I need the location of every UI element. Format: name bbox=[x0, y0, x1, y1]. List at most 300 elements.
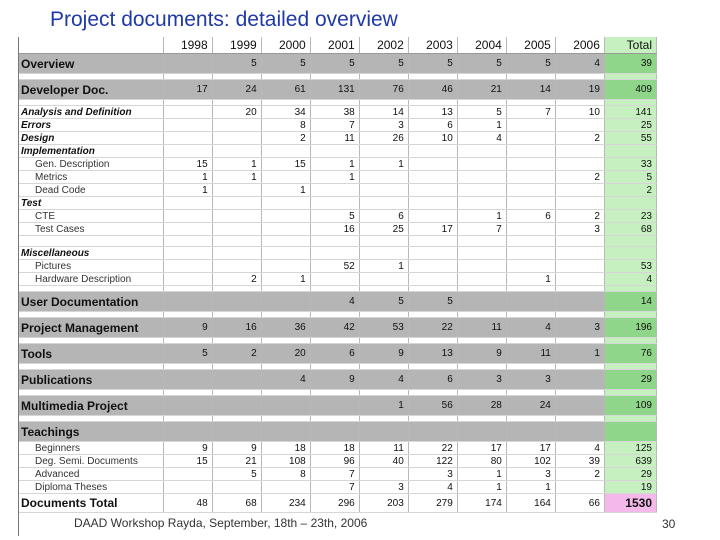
table-row bbox=[19, 481, 657, 494]
row-label: Gen. Description bbox=[19, 158, 163, 171]
value-cell: 1 bbox=[359, 158, 408, 171]
total-cell: 2 bbox=[604, 184, 656, 197]
value-cell: 5 bbox=[457, 106, 506, 119]
total-cell: 196 bbox=[604, 318, 656, 338]
value-cell bbox=[212, 422, 261, 442]
value-cell bbox=[212, 236, 261, 247]
value-cell bbox=[408, 197, 457, 210]
value-cell bbox=[408, 145, 457, 158]
value-cell: 6 bbox=[506, 210, 555, 223]
value-cell bbox=[555, 247, 604, 260]
value-cell: 1 bbox=[457, 481, 506, 494]
value-cell: 2 bbox=[212, 273, 261, 286]
value-cell bbox=[261, 145, 310, 158]
row-label: Project Management bbox=[19, 318, 163, 338]
value-cell: 20 bbox=[261, 344, 310, 364]
total-cell bbox=[604, 197, 656, 210]
row-label: User Documentation bbox=[19, 292, 163, 312]
value-cell: 66 bbox=[555, 494, 604, 513]
column-header: 2004 bbox=[457, 37, 506, 54]
value-cell: 6 bbox=[408, 119, 457, 132]
value-cell bbox=[506, 223, 555, 236]
value-cell: 1 bbox=[163, 171, 212, 184]
total-cell bbox=[604, 145, 656, 158]
total-cell: 29 bbox=[604, 370, 656, 390]
value-cell: 1 bbox=[310, 171, 359, 184]
total-cell: 141 bbox=[604, 106, 656, 119]
value-cell: 1 bbox=[457, 210, 506, 223]
value-cell: 80 bbox=[457, 455, 506, 468]
value-cell bbox=[359, 422, 408, 442]
value-cell: 39 bbox=[555, 455, 604, 468]
value-cell: 4 bbox=[555, 54, 604, 74]
table-row bbox=[19, 184, 657, 197]
value-cell: 279 bbox=[408, 494, 457, 513]
row-label: Publications bbox=[19, 370, 163, 390]
table-row bbox=[19, 80, 657, 100]
row-label: Hardware Description bbox=[19, 273, 163, 286]
value-cell: 3 bbox=[359, 119, 408, 132]
value-cell: 11 bbox=[359, 442, 408, 455]
value-cell: 6 bbox=[359, 210, 408, 223]
value-cell bbox=[261, 236, 310, 247]
value-cell bbox=[261, 292, 310, 312]
table-row bbox=[19, 396, 657, 416]
column-header: 2006 bbox=[555, 37, 604, 54]
value-cell: 8 bbox=[261, 468, 310, 481]
column-header: 2003 bbox=[408, 37, 457, 54]
value-cell bbox=[506, 158, 555, 171]
value-cell: 2 bbox=[555, 468, 604, 481]
value-cell bbox=[506, 184, 555, 197]
value-cell bbox=[212, 481, 261, 494]
value-cell bbox=[212, 260, 261, 273]
value-cell: 203 bbox=[359, 494, 408, 513]
value-cell bbox=[261, 247, 310, 260]
value-cell: 5 bbox=[408, 292, 457, 312]
value-cell: 15 bbox=[163, 455, 212, 468]
row-label: Developer Doc. bbox=[19, 80, 163, 100]
table-row bbox=[19, 223, 657, 236]
value-cell: 5 bbox=[310, 54, 359, 74]
value-cell: 7 bbox=[506, 106, 555, 119]
value-cell: 21 bbox=[212, 455, 261, 468]
value-cell: 52 bbox=[310, 260, 359, 273]
column-header: 1999 bbox=[212, 37, 261, 54]
value-cell bbox=[555, 396, 604, 416]
value-cell bbox=[506, 247, 555, 260]
value-cell: 9 bbox=[310, 370, 359, 390]
value-cell: 1 bbox=[359, 396, 408, 416]
column-header: 2001 bbox=[310, 37, 359, 54]
value-cell: 11 bbox=[310, 132, 359, 145]
value-cell: 6 bbox=[310, 344, 359, 364]
row-label: Teachings bbox=[19, 422, 163, 442]
value-cell bbox=[457, 145, 506, 158]
value-cell bbox=[555, 422, 604, 442]
column-header: Total bbox=[604, 37, 656, 54]
value-cell: 76 bbox=[359, 80, 408, 100]
value-cell bbox=[310, 236, 359, 247]
value-cell bbox=[261, 481, 310, 494]
value-cell bbox=[555, 236, 604, 247]
value-cell: 9 bbox=[359, 344, 408, 364]
value-cell: 1 bbox=[212, 171, 261, 184]
value-cell: 1 bbox=[457, 119, 506, 132]
value-cell bbox=[555, 292, 604, 312]
value-cell: 22 bbox=[408, 442, 457, 455]
value-cell: 22 bbox=[408, 318, 457, 338]
value-cell: 1 bbox=[163, 184, 212, 197]
value-cell: 5 bbox=[310, 210, 359, 223]
table-row bbox=[19, 54, 657, 74]
value-cell bbox=[408, 273, 457, 286]
value-cell bbox=[261, 210, 310, 223]
value-cell bbox=[163, 210, 212, 223]
value-cell: 5 bbox=[163, 344, 212, 364]
value-cell bbox=[555, 273, 604, 286]
footer-text: DAAD Workshop Rayda, September, 18th – 23th, 2006 bbox=[74, 516, 368, 530]
table-row bbox=[19, 442, 657, 455]
table-row bbox=[19, 145, 657, 158]
value-cell bbox=[261, 223, 310, 236]
value-cell bbox=[408, 260, 457, 273]
value-cell: 7 bbox=[310, 468, 359, 481]
total-cell: 55 bbox=[604, 132, 656, 145]
total-cell: 76 bbox=[604, 344, 656, 364]
value-cell: 26 bbox=[359, 132, 408, 145]
value-cell: 5 bbox=[506, 54, 555, 74]
value-cell bbox=[163, 247, 212, 260]
value-cell: 61 bbox=[261, 80, 310, 100]
value-cell: 2 bbox=[261, 132, 310, 145]
value-cell bbox=[457, 247, 506, 260]
row-label: Test bbox=[19, 197, 163, 210]
value-cell: 10 bbox=[408, 132, 457, 145]
value-cell bbox=[555, 145, 604, 158]
value-cell bbox=[408, 422, 457, 442]
value-cell bbox=[261, 260, 310, 273]
table-row bbox=[19, 292, 657, 312]
value-cell: 1 bbox=[261, 184, 310, 197]
total-cell: 109 bbox=[604, 396, 656, 416]
value-cell: 131 bbox=[310, 80, 359, 100]
table-row bbox=[19, 468, 657, 481]
value-cell bbox=[163, 119, 212, 132]
table-row bbox=[19, 197, 657, 210]
value-cell bbox=[310, 396, 359, 416]
value-cell: 17 bbox=[457, 442, 506, 455]
value-cell bbox=[212, 210, 261, 223]
total-cell: 14 bbox=[604, 292, 656, 312]
value-cell: 108 bbox=[261, 455, 310, 468]
value-cell bbox=[261, 171, 310, 184]
value-cell bbox=[212, 184, 261, 197]
value-cell: 6 bbox=[408, 370, 457, 390]
value-cell: 1 bbox=[457, 468, 506, 481]
row-label: Advanced bbox=[19, 468, 163, 481]
column-header: 2005 bbox=[506, 37, 555, 54]
table-row bbox=[19, 422, 657, 442]
value-cell bbox=[555, 158, 604, 171]
total-cell: 25 bbox=[604, 119, 656, 132]
value-cell bbox=[555, 197, 604, 210]
value-cell: 3 bbox=[408, 468, 457, 481]
table-row bbox=[19, 210, 657, 223]
total-cell bbox=[604, 422, 656, 442]
value-cell: 234 bbox=[261, 494, 310, 513]
slide-title: Project documents: detailed overview bbox=[50, 8, 398, 31]
value-cell bbox=[457, 158, 506, 171]
value-cell bbox=[163, 132, 212, 145]
value-cell bbox=[555, 119, 604, 132]
column-header: 1998 bbox=[163, 37, 212, 54]
value-cell: 1 bbox=[359, 260, 408, 273]
value-cell: 5 bbox=[457, 54, 506, 74]
value-cell: 36 bbox=[261, 318, 310, 338]
table-row bbox=[19, 158, 657, 171]
table-row bbox=[19, 273, 657, 286]
value-cell: 7 bbox=[310, 481, 359, 494]
header-corner bbox=[19, 37, 163, 54]
table-row bbox=[19, 260, 657, 273]
row-label: CTE bbox=[19, 210, 163, 223]
value-cell: 11 bbox=[506, 344, 555, 364]
value-cell: 8 bbox=[261, 119, 310, 132]
value-cell: 1 bbox=[555, 344, 604, 364]
value-cell: 15 bbox=[261, 158, 310, 171]
value-cell bbox=[163, 273, 212, 286]
value-cell: 122 bbox=[408, 455, 457, 468]
value-cell: 2 bbox=[555, 132, 604, 145]
value-cell: 20 bbox=[212, 106, 261, 119]
column-header: 2002 bbox=[359, 37, 408, 54]
total-cell: 33 bbox=[604, 158, 656, 171]
value-cell bbox=[310, 184, 359, 197]
total-cell: 639 bbox=[604, 455, 656, 468]
value-cell bbox=[457, 184, 506, 197]
value-cell: 164 bbox=[506, 494, 555, 513]
value-cell: 1 bbox=[506, 273, 555, 286]
table-row bbox=[19, 106, 657, 119]
value-cell: 1 bbox=[310, 158, 359, 171]
value-cell bbox=[408, 247, 457, 260]
value-cell: 53 bbox=[359, 318, 408, 338]
value-cell bbox=[408, 158, 457, 171]
value-cell: 46 bbox=[408, 80, 457, 100]
value-cell bbox=[212, 145, 261, 158]
value-cell bbox=[555, 260, 604, 273]
value-cell bbox=[408, 210, 457, 223]
table-row bbox=[19, 370, 657, 390]
value-cell: 14 bbox=[359, 106, 408, 119]
value-cell bbox=[261, 396, 310, 416]
value-cell bbox=[212, 370, 261, 390]
total-cell: 29 bbox=[604, 468, 656, 481]
value-cell: 5 bbox=[212, 468, 261, 481]
value-cell: 5 bbox=[359, 54, 408, 74]
value-cell: 9 bbox=[212, 442, 261, 455]
row-label: Documents Total bbox=[19, 494, 163, 513]
value-cell: 4 bbox=[555, 442, 604, 455]
value-cell bbox=[261, 197, 310, 210]
value-cell bbox=[261, 422, 310, 442]
value-cell: 48 bbox=[163, 494, 212, 513]
value-cell: 38 bbox=[310, 106, 359, 119]
value-cell bbox=[506, 171, 555, 184]
value-cell bbox=[555, 370, 604, 390]
value-cell: 9 bbox=[163, 442, 212, 455]
value-cell: 4 bbox=[261, 370, 310, 390]
row-label: Design bbox=[19, 132, 163, 145]
row-label: Analysis and Definition bbox=[19, 106, 163, 119]
value-cell: 18 bbox=[261, 442, 310, 455]
value-cell bbox=[310, 247, 359, 260]
value-cell bbox=[163, 481, 212, 494]
value-cell: 96 bbox=[310, 455, 359, 468]
value-cell bbox=[212, 132, 261, 145]
total-cell: 23 bbox=[604, 210, 656, 223]
row-label: Tools bbox=[19, 344, 163, 364]
total-cell: 125 bbox=[604, 442, 656, 455]
value-cell: 3 bbox=[506, 468, 555, 481]
value-cell: 2 bbox=[555, 210, 604, 223]
value-cell: 14 bbox=[506, 80, 555, 100]
value-cell: 17 bbox=[408, 223, 457, 236]
value-cell: 5 bbox=[261, 54, 310, 74]
table-row bbox=[19, 455, 657, 468]
value-cell: 13 bbox=[408, 106, 457, 119]
value-cell bbox=[212, 119, 261, 132]
value-cell bbox=[359, 145, 408, 158]
row-label: Dead Code bbox=[19, 184, 163, 197]
value-cell: 34 bbox=[261, 106, 310, 119]
value-cell bbox=[163, 106, 212, 119]
value-cell bbox=[457, 422, 506, 442]
value-cell: 2 bbox=[212, 344, 261, 364]
value-cell bbox=[359, 197, 408, 210]
total-cell: 19 bbox=[604, 481, 656, 494]
value-cell: 11 bbox=[457, 318, 506, 338]
value-cell bbox=[359, 184, 408, 197]
table-row bbox=[19, 318, 657, 338]
total-cell: 409 bbox=[604, 80, 656, 100]
row-label bbox=[19, 236, 163, 247]
table-row bbox=[19, 494, 657, 513]
value-cell: 17 bbox=[163, 80, 212, 100]
value-cell: 17 bbox=[506, 442, 555, 455]
value-cell bbox=[163, 396, 212, 416]
value-cell bbox=[163, 236, 212, 247]
row-label: Miscellaneous bbox=[19, 247, 163, 260]
value-cell: 10 bbox=[555, 106, 604, 119]
value-cell bbox=[163, 54, 212, 74]
value-cell bbox=[310, 422, 359, 442]
value-cell bbox=[359, 171, 408, 184]
row-label: Diploma Theses bbox=[19, 481, 163, 494]
total-cell: 39 bbox=[604, 54, 656, 74]
value-cell bbox=[555, 481, 604, 494]
value-cell: 24 bbox=[506, 396, 555, 416]
value-cell: 40 bbox=[359, 455, 408, 468]
value-cell: 42 bbox=[310, 318, 359, 338]
value-cell bbox=[163, 223, 212, 236]
value-cell: 296 bbox=[310, 494, 359, 513]
value-cell bbox=[408, 184, 457, 197]
total-cell bbox=[604, 236, 656, 247]
row-label: Multimedia Project bbox=[19, 396, 163, 416]
row-label: Implementation bbox=[19, 145, 163, 158]
value-cell bbox=[457, 236, 506, 247]
spacer-row bbox=[19, 236, 657, 247]
value-cell: 24 bbox=[212, 80, 261, 100]
value-cell: 19 bbox=[555, 80, 604, 100]
value-cell: 7 bbox=[310, 119, 359, 132]
value-cell bbox=[212, 223, 261, 236]
value-cell bbox=[359, 247, 408, 260]
total-cell: 68 bbox=[604, 223, 656, 236]
value-cell: 5 bbox=[408, 54, 457, 74]
value-cell bbox=[163, 197, 212, 210]
value-cell bbox=[163, 468, 212, 481]
value-cell: 4 bbox=[506, 318, 555, 338]
value-cell bbox=[163, 422, 212, 442]
value-cell: 4 bbox=[457, 132, 506, 145]
value-cell bbox=[310, 145, 359, 158]
total-cell: 53 bbox=[604, 260, 656, 273]
value-cell bbox=[506, 145, 555, 158]
value-cell bbox=[506, 119, 555, 132]
table-row bbox=[19, 132, 657, 145]
value-cell: 1 bbox=[506, 481, 555, 494]
value-cell bbox=[506, 197, 555, 210]
value-cell: 174 bbox=[457, 494, 506, 513]
value-cell: 3 bbox=[457, 370, 506, 390]
value-cell bbox=[457, 292, 506, 312]
page-number: 30 bbox=[662, 517, 676, 531]
total-cell: 4 bbox=[604, 273, 656, 286]
value-cell: 3 bbox=[555, 318, 604, 338]
total-cell: 1530 bbox=[604, 494, 656, 513]
value-cell bbox=[212, 247, 261, 260]
value-cell bbox=[212, 197, 261, 210]
value-cell: 68 bbox=[212, 494, 261, 513]
value-cell bbox=[163, 145, 212, 158]
value-cell bbox=[457, 273, 506, 286]
value-cell: 16 bbox=[212, 318, 261, 338]
column-header: 2000 bbox=[261, 37, 310, 54]
value-cell bbox=[212, 292, 261, 312]
value-cell: 9 bbox=[457, 344, 506, 364]
value-cell: 4 bbox=[310, 292, 359, 312]
value-cell: 25 bbox=[359, 223, 408, 236]
table-row bbox=[19, 119, 657, 132]
value-cell bbox=[555, 184, 604, 197]
header-row bbox=[19, 37, 657, 54]
value-cell: 1 bbox=[212, 158, 261, 171]
value-cell bbox=[163, 292, 212, 312]
value-cell bbox=[408, 171, 457, 184]
value-cell: 2 bbox=[555, 171, 604, 184]
value-cell: 15 bbox=[163, 158, 212, 171]
row-label: Pictures bbox=[19, 260, 163, 273]
value-cell bbox=[163, 370, 212, 390]
value-cell bbox=[408, 236, 457, 247]
value-cell: 56 bbox=[408, 396, 457, 416]
value-cell bbox=[457, 197, 506, 210]
row-label: Deg. Semi. Documents bbox=[19, 455, 163, 468]
value-cell bbox=[212, 396, 261, 416]
